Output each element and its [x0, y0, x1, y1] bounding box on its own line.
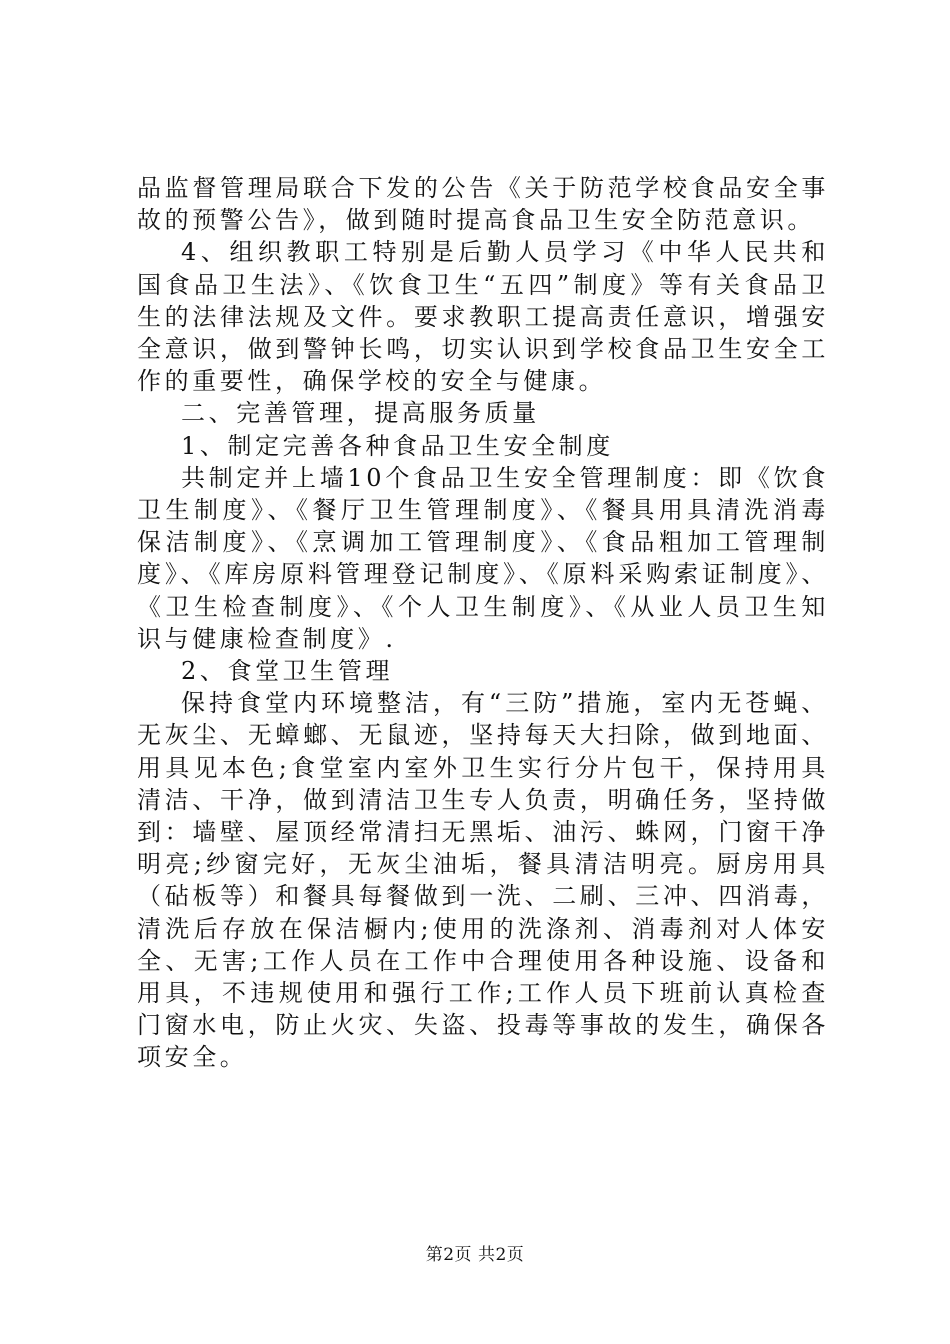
paragraph-4: 保持食堂内环境整洁，有“三防”措施，室内无苍蝇、无灰尘、无蟑螂、无鼠迹，坚持每天大扫除，做到地面、用具见本色;食堂室内室外卫生实行分片包干，保持用具清洁、干净，做到清洁卫生专人负责，明确任务，坚持做到：墙壁、屋顶经常清扫无黑垢、油污、蛛网，门窗干净明亮;纱窗完好，无灰尘油垢，餐具清洁明亮。厨房用具（砧板等）和餐具每餐做到一洗、二刷、三冲、四消毒，清洗后存放在保洁橱内;使用的洗涤剂、消毒剂对人体安全、无害;工作人员在工作中合理使用各种设施、设备和用具，不违规使用和强行工作;工作人员下班前认真检查门窗水电，防止火灾、失盗、投毒等事故的发生，确保各项安全。	[137, 689, 829, 1072]
page-footer: 第2页 共2页	[425, 1245, 525, 1265]
paragraph-2: 4、组织教职工特别是后勤人员学习《中华人民共和国食品卫生法》、《饮食卫生“五四”制度》等有关食品卫生的法律法规及文件。要求教职工提高责任意识，增强安全意识，做到警钟长鸣，切实认识到学校食品卫生安全工作的重要性，确保学校的安全与健康。	[137, 238, 829, 396]
paragraph-3: 共制定并上墙10个食品卫生安全管理制度：即《饮食卫生制度》、《餐厅卫生管理制度》、《餐具用具清洗消毒保洁制度》、《烹调加工管理制度》、《食品粗加工管理制度》、《库房原料管理登记制度》、《原料采购索证制度》、《卫生检查制度》、《个人卫生制度》、《从业人员卫生知识与健康检查制度》.	[137, 463, 829, 653]
document-body	[137, 172, 829, 1074]
subheading-2: 2、食堂卫生管理	[181, 657, 394, 686]
section-heading-2: 二、完善管理，提高服务质量	[181, 399, 540, 428]
paragraph-1: 品监督管理局联合下发的公告《关于防范学校食品安全事故的预警公告》，做到随时提高食品卫生安全防范意识。	[137, 174, 829, 235]
subheading-1: 1、制定完善各种食品卫生安全制度	[181, 431, 614, 460]
